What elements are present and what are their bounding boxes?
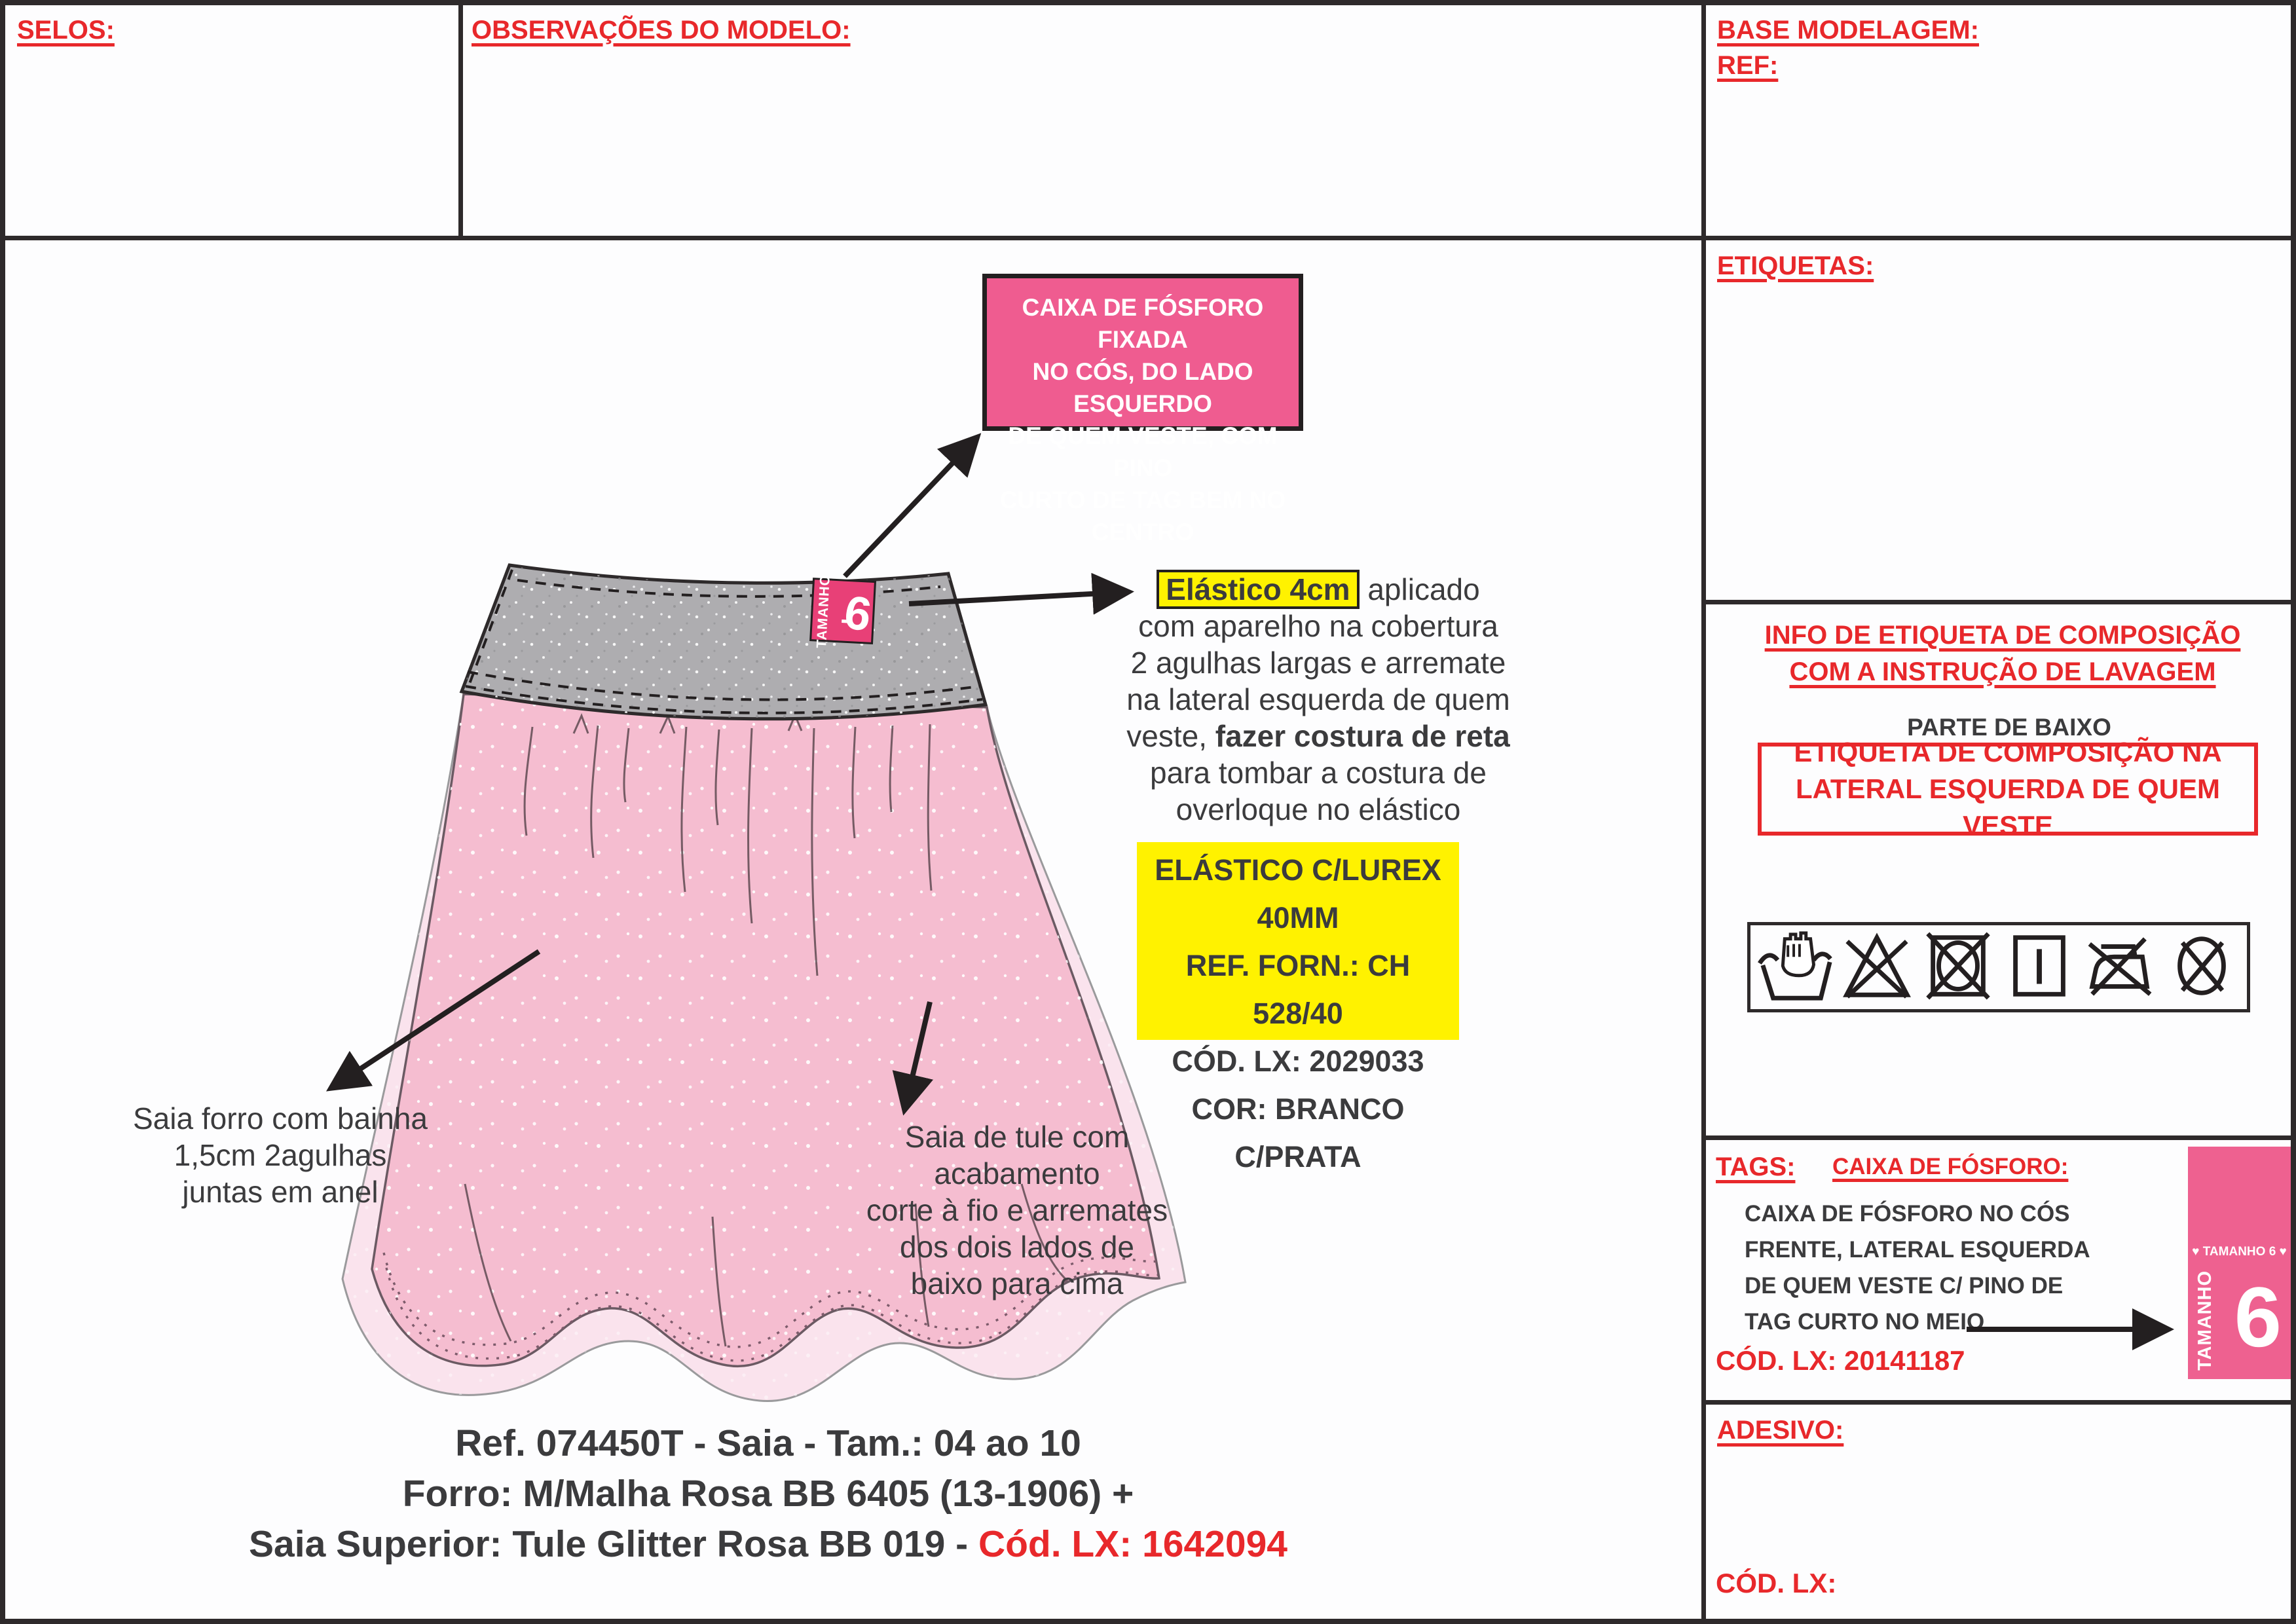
footer-line2: Forro: M/Malha Rosa BB 6405 (13-1906) +: [402, 1473, 1134, 1515]
callout-line: NO CÓS, DO LADO ESQUERDO: [1032, 358, 1253, 417]
elastico-note-line1: [1063, 571, 1574, 608]
callout-line: CURTO DE TAG BEM NO CENTRO: [999, 487, 1286, 545]
base-modelagem-heading: BASE MODELAGEM:: [1717, 16, 1979, 45]
spec-line: COR: BRANCO C/PRATA: [1191, 1092, 1405, 1173]
tags-cod-lx: CÓD. LX: 20141187: [1716, 1345, 1965, 1376]
info-heading-line2: COM A INSTRUÇÃO DE LAVAGEM: [1789, 657, 2216, 686]
observacoes-heading: OBSERVAÇÕES DO MODELO:: [472, 16, 851, 45]
saia-tule-line: acabamento: [934, 1156, 1100, 1190]
saia-tule-line: baixo para cima: [910, 1266, 1124, 1301]
saia-tule-note: [781, 1118, 1253, 1302]
info-heading-line1: INFO DE ETIQUETA DE COMPOSIÇÃO: [1764, 621, 2241, 650]
saia-forro-line: 1,5cm 2agulhas: [174, 1138, 387, 1172]
waistband: [462, 565, 986, 719]
footer-cod-lx: Cód. LX: 1642094: [978, 1523, 1287, 1565]
footer-line1: Ref. 074450T - Saia - Tam.: 04 ao 10: [455, 1422, 1081, 1464]
elastico-note-line: na lateral esquerda de quem: [1126, 682, 1510, 716]
tags-instruction-line: CAIXA DE FÓSFORO NO CÓS: [1745, 1201, 2070, 1227]
etiquetas-heading: ETIQUETAS:: [1717, 251, 1874, 280]
composition-note-line2: LATERAL ESQUERDA DE QUEM VESTE: [1796, 773, 2220, 841]
size-tag-top-label: ♥ TAMANHO 6 ♥: [2192, 1245, 2287, 1259]
caixa-fosforo-heading: CAIXA DE FÓSFORO:: [1832, 1154, 2069, 1179]
size-tag-number: 6: [2234, 1269, 2282, 1365]
spec-line: ELÁSTICO C/LUREX 40MM: [1155, 853, 1441, 934]
elastico-note-line: [1063, 718, 1574, 754]
size-tag-side-label: TAMANHO: [2194, 1270, 2215, 1371]
tags-heading: TAGS:: [1716, 1153, 1796, 1181]
selos-heading: SELOS:: [17, 16, 115, 45]
saia-tule-line: dos dois lados de: [899, 1230, 1135, 1264]
arrow-to-caixa-fosforo-box: [845, 439, 976, 576]
saia-tule-line: Saia de tule com: [904, 1120, 1130, 1154]
elastico-after-highlight: aplicado: [1359, 572, 1480, 606]
elastico-note: [1063, 571, 1574, 828]
elastico-note-line: overloque no elástico: [1176, 792, 1461, 826]
caixa-fosforo-callout-box: [982, 274, 1303, 545]
elastico-line5-pre: veste,: [1126, 719, 1215, 753]
callout-line: CAIXA DE FÓSFORO FIXADA: [1022, 294, 1264, 353]
saia-forro-line: juntas em anel: [182, 1175, 379, 1209]
footer-line3-dark: Saia Superior: Tule Glitter Rosa BB 019 -: [249, 1523, 978, 1565]
composition-note-line1: ETIQUETA DE COMPOSIÇÃO NA: [1794, 737, 2222, 767]
tags-instruction-line: TAG CURTO NO MEIO: [1745, 1309, 1985, 1335]
saia-tule-line: corte à fio e arremates: [866, 1193, 1168, 1227]
footer-line3: [61, 1519, 1475, 1570]
parte-de-baixo-label: PARTE DE BAIXO: [1907, 714, 2111, 741]
reference-footer: [61, 1418, 1475, 1570]
spec-line: CÓD. LX: 2029033: [1172, 1044, 1424, 1078]
adesivo-heading: ADESIVO:: [1717, 1416, 1844, 1445]
elastico-spec-box: [1137, 842, 1459, 1173]
ref-heading: REF:: [1717, 51, 1779, 80]
tags-instruction-line: DE QUEM VESTE C/ PINO DE: [1745, 1273, 2064, 1299]
elastico-highlight: Elástico 4cm: [1157, 570, 1359, 609]
elastico-note-line: 2 agulhas largas e arremate: [1130, 646, 1506, 680]
waistband-tag-number: 6: [840, 585, 875, 642]
saia-forro-note: [67, 1100, 493, 1210]
waistband-size-tag: [810, 574, 876, 651]
elastico-note-line: com aparelho na cobertura: [1138, 609, 1498, 643]
elastico-note-line: para tombar a costura de: [1150, 756, 1487, 790]
tags-instruction-line: FRENTE, LATERAL ESQUERDA: [1745, 1237, 2090, 1263]
adesivo-cod-lx-label: CÓD. LX:: [1716, 1568, 1837, 1598]
waistband-tag-side-label: TAMANHO: [814, 574, 833, 649]
saia-forro-line: Saia forro com bainha: [132, 1101, 428, 1135]
callout-line: DE QUEM VESTE, COM PINO: [1008, 422, 1278, 481]
spec-line: REF. FORN.: CH 528/40: [1185, 949, 1411, 1030]
elastico-line5-bold: fazer costura de reta: [1215, 719, 1510, 753]
